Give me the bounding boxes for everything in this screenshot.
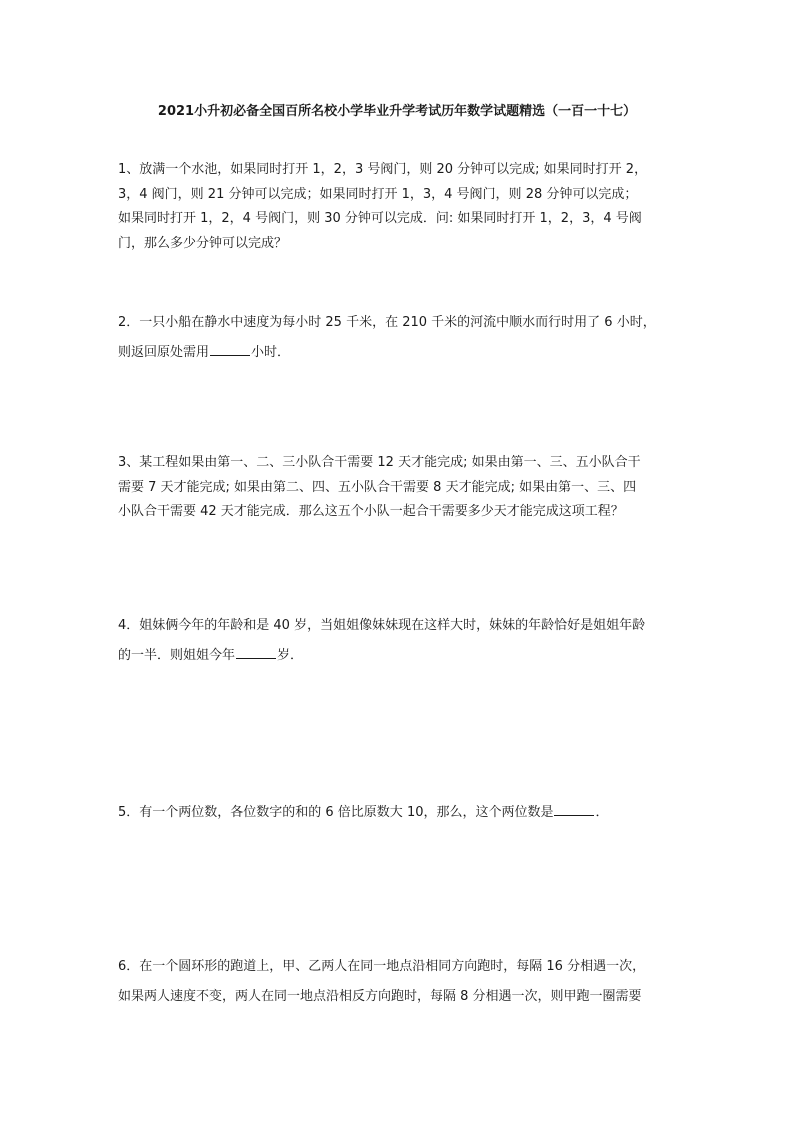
problem-1-line: 1、放满一个水池，如果同时打开 1，2，3 号阀门，则 20 分钟可以完成; 如果同时打开 2，: [118, 162, 648, 177]
page-title: 2021小升初必备全国百所名校小学毕业升学考试历年数学试题精选（一百一十七）: [157, 104, 637, 119]
answer-blank: [236, 644, 276, 659]
problem-1-line: 如果同时打开 1，2，4 号阀门，则 30 分钟可以完成．问: 如果同时打开 1，2，3，4 号阀: [118, 211, 642, 226]
problem-1-line: 3，4 阀门，则 21 分钟可以完成；如果同时打开 1，3，4 号阀门，则 28 分钟可以完成；: [118, 186, 638, 202]
problem-2-text: 则返回原处需用: [118, 345, 210, 360]
problem-6-line: 6．在一个圆环形的跑道上，甲、乙两人在同一地点沿相同方向跑时，每隔 16 分相遇一次，: [118, 959, 646, 974]
answer-blank: [210, 341, 250, 356]
problem-2-text: 小时．: [251, 345, 291, 360]
problem-3-line: 小队合干需要 42 天才能完成．那么这五个小队一起合干需要多少天才能完成这项工程？: [118, 504, 624, 519]
problem-4-line: [118, 641, 680, 671]
problem-6-line: 如果两人速度不变，两人在同一地点沿相反方向跑时，每隔 8 分相遇一次，则甲跑一圈需要: [118, 989, 642, 1004]
problem-5-text: 5．有一个两位数，各位数字的和的 6 倍比原数大 10，那么，这个两位数是: [118, 805, 554, 820]
problem-3-line: 需要 7 天才能完成; 如果由第二、四、五小队合干需要 8 天才能完成; 如果由第一、三、四: [118, 479, 637, 495]
problem-4-text: 的一半．则姐姐今年: [118, 648, 236, 663]
problem-1: [118, 158, 680, 256]
problem-2-line: 2．一只小船在静水中速度为每小时 25 千米，在 210 千米的河流中顺水而行时用了 6 小时，: [118, 315, 656, 330]
problem-5-text: ．: [595, 805, 609, 820]
problem-4-line: 4．姐妹俩今年的年龄和是 40 岁，当姐姐像妹妹现在这样大时，妹妹的年龄恰好是姐姐年龄: [118, 618, 646, 633]
answer-blank: [554, 801, 594, 816]
problem-3: [118, 451, 680, 525]
problem-2-line: [118, 338, 680, 368]
problem-5-line: [118, 798, 680, 828]
problem-4-text: 岁．: [277, 648, 304, 663]
problem-5: [118, 798, 680, 828]
problem-2: [118, 308, 680, 368]
problem-4: [118, 611, 680, 671]
problem-1-line: 门，那么多少分钟可以完成？: [118, 235, 288, 251]
problem-3-line: 3、某工程如果由第一、二、三小队合干需要 12 天才能完成; 如果由第一、三、五小队合干: [118, 455, 641, 470]
problem-6: [118, 952, 680, 1012]
